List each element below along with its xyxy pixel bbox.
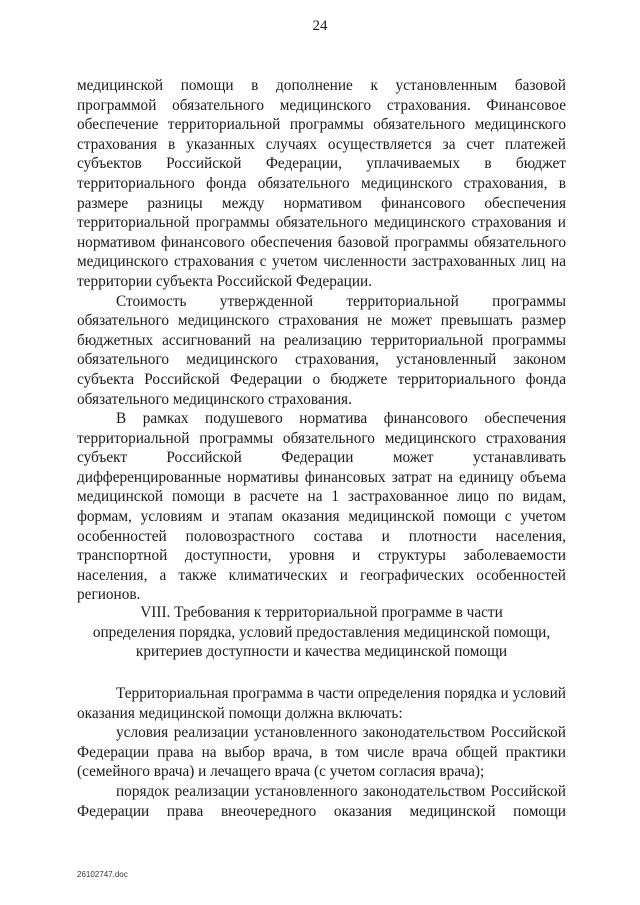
section-heading — [77, 603, 566, 662]
paragraph: условия реализации установленного законодательством Российской Федерации права на выбор врача, в том числе врача общей практики (семейного врача) и лечащего врача (с учетом согласия врача); — [77, 724, 566, 781]
section-heading-line: определения порядка, условий предоставления медицинской помощи, — [92, 623, 551, 641]
paragraph: В рамках подушевого норматива финансового обеспечения территориальной программы обязательного медицинского страхования субъект Российской Федерации может устанавливать дифференцированные нормативы финансовых затрат на единицу объема медицинской помощи в расчете на 1 застрахованное лицо по видам, формам, условиям и этапам оказания медицинской помощи с учетом особенностей половозрастного состава и плотности населения, транспортной доступности, уровня и структуры заболеваемости населения, а также климатических и географических особенностей регионов. — [77, 410, 566, 604]
paragraph: Территориальная программа в части определения порядка и условий оказания медицинской помощи должна включать: — [77, 685, 566, 722]
paragraph: порядок реализации установленного законодательством Российской Федерации права внеочередного оказания медицинской помощи — [77, 782, 566, 820]
section-body-text — [77, 684, 566, 821]
footer-filename: 26102747.doc — [77, 870, 128, 879]
paragraph: медицинской помощи в дополнение к установленным базовой программой обязательного медицинского страхования. Финансовое обеспечение территориальной программы обязательного медицинского страхования в указанных случаях осуществляется за счет платежей субъектов Российской Федерации, уплачиваемых в бюджет территориального фонда обязательного медицинского страхования, в размере разницы между нормативом финансового обеспечения территориальной программы обязательного медицинского страхования и нормативом финансового обеспечения базовой программы обязательного медицинского страхования с учетом численности застрахованных лиц на территории субъекта Российской Федерации. — [77, 77, 566, 290]
body-text — [77, 76, 566, 605]
paragraph: Стоимость утвержденной территориальной программы обязательного медицинского страхования не может превышать размер бюджетных ассигнований на реализацию территориальной программы обязательного медицинского страхования, установленный законом субъекта Российской Федерации о бюджете территориального фонда обязательного медицинского страхования. — [77, 292, 566, 408]
page-number: 24 — [312, 18, 328, 34]
section-heading-line: VIII. Требования к территориальной программе в части — [140, 604, 503, 621]
section-heading-line: критериев доступности и качества медицинской помощи — [135, 643, 508, 661]
